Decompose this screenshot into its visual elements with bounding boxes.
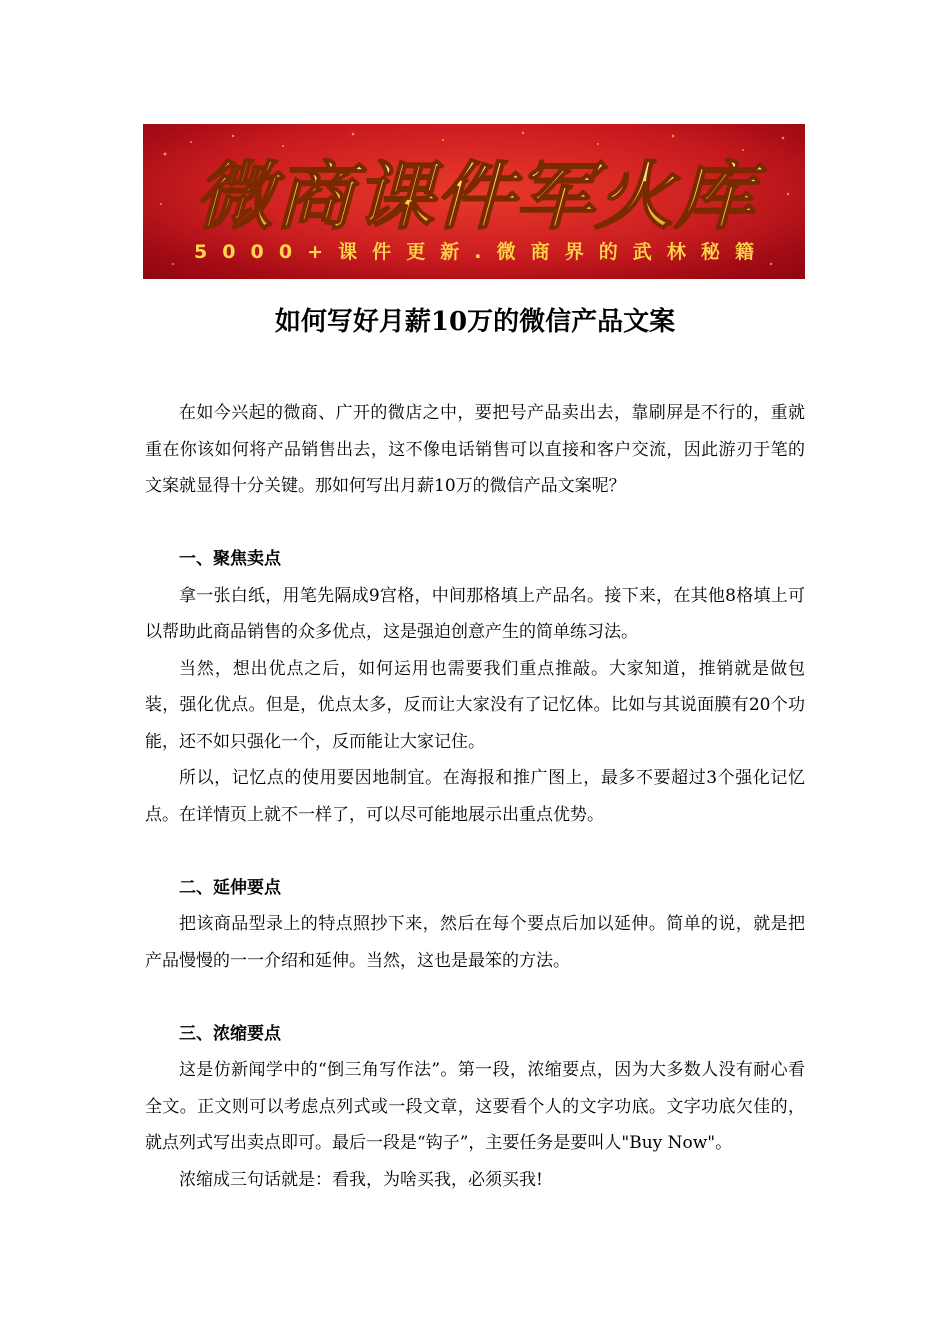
- banner-title: 微商课件军火库: [194, 154, 767, 240]
- section-1-paragraph-3: 所以，记忆点的使用要因地制宜。在海报和推广图上，最多不要超过3个强化记忆点。在详情页上就不一样了，可以尽可能地展示出重点优势。: [145, 768, 805, 825]
- section-2-paragraph-1: 把该商品型录上的特点照抄下来，然后在每个要点后加以延伸。简单的说，就是把产品慢慢的一一介绍和延伸。当然，这也是最笨的方法。: [145, 914, 805, 971]
- banner-graphic: [143, 124, 805, 279]
- spacer: [145, 979, 805, 1016]
- section-heading-3: 三、浓缩要点: [179, 1023, 281, 1044]
- section-1-paragraph-2: 当然，想出优点之后，如何运用也需要我们重点推敲。大家知道，推销就是做包装，强化优点。但是，优点太多，反而让大家没有了记忆体。比如与其说面膜有20个功能，还不如只强化一个，反而能让大家记住。: [145, 658, 805, 752]
- document-body: [145, 395, 805, 1198]
- banner-image: [143, 124, 805, 279]
- document-title: 如何写好月薪10万的微信产品文案: [274, 307, 676, 337]
- section-heading-1: 一、聚焦卖点: [179, 549, 281, 569]
- banner-subtitle: 5000+课件更新.微商界的武林秘籍: [194, 241, 754, 263]
- section-1-paragraph-1: 拿一张白纸，用笔先隔成9宫格，中间那格填上产品名。接下来，在其他8格填上可以帮助此商品销售的众多优点，这是强迫创意产生的简单练习法。: [145, 585, 805, 642]
- spacer: [145, 833, 805, 870]
- spacer: [145, 505, 805, 542]
- section-heading-2: 二、延伸要点: [179, 877, 281, 898]
- section-3-paragraph-2: 浓缩成三句话就是：看我，为啥买我，必须买我!: [179, 1169, 543, 1190]
- intro-paragraph: 在如今兴起的微商、广开的微店之中，要把号产品卖出去，靠刷屏是不行的，重就重在你该如何将产品销售出去，这不像电话销售可以直接和客户交流，因此游刃于笔的文案就显得十分关键。那如何写出月薪10万的微信产品文案呢？: [145, 403, 805, 496]
- section-3-paragraph-1: 这是仿新闻学中的“倒三角写作法”。第一段，浓缩要点，因为大多数人没有耐心看全文。正文则可以考虑点列式或一段文章，这要看个人的文字功底。文字功底欠佳的，就点列式写出卖点即可。最后一段是“钩子”，主要任务是要叫人"Buy Now"。: [145, 1060, 805, 1153]
